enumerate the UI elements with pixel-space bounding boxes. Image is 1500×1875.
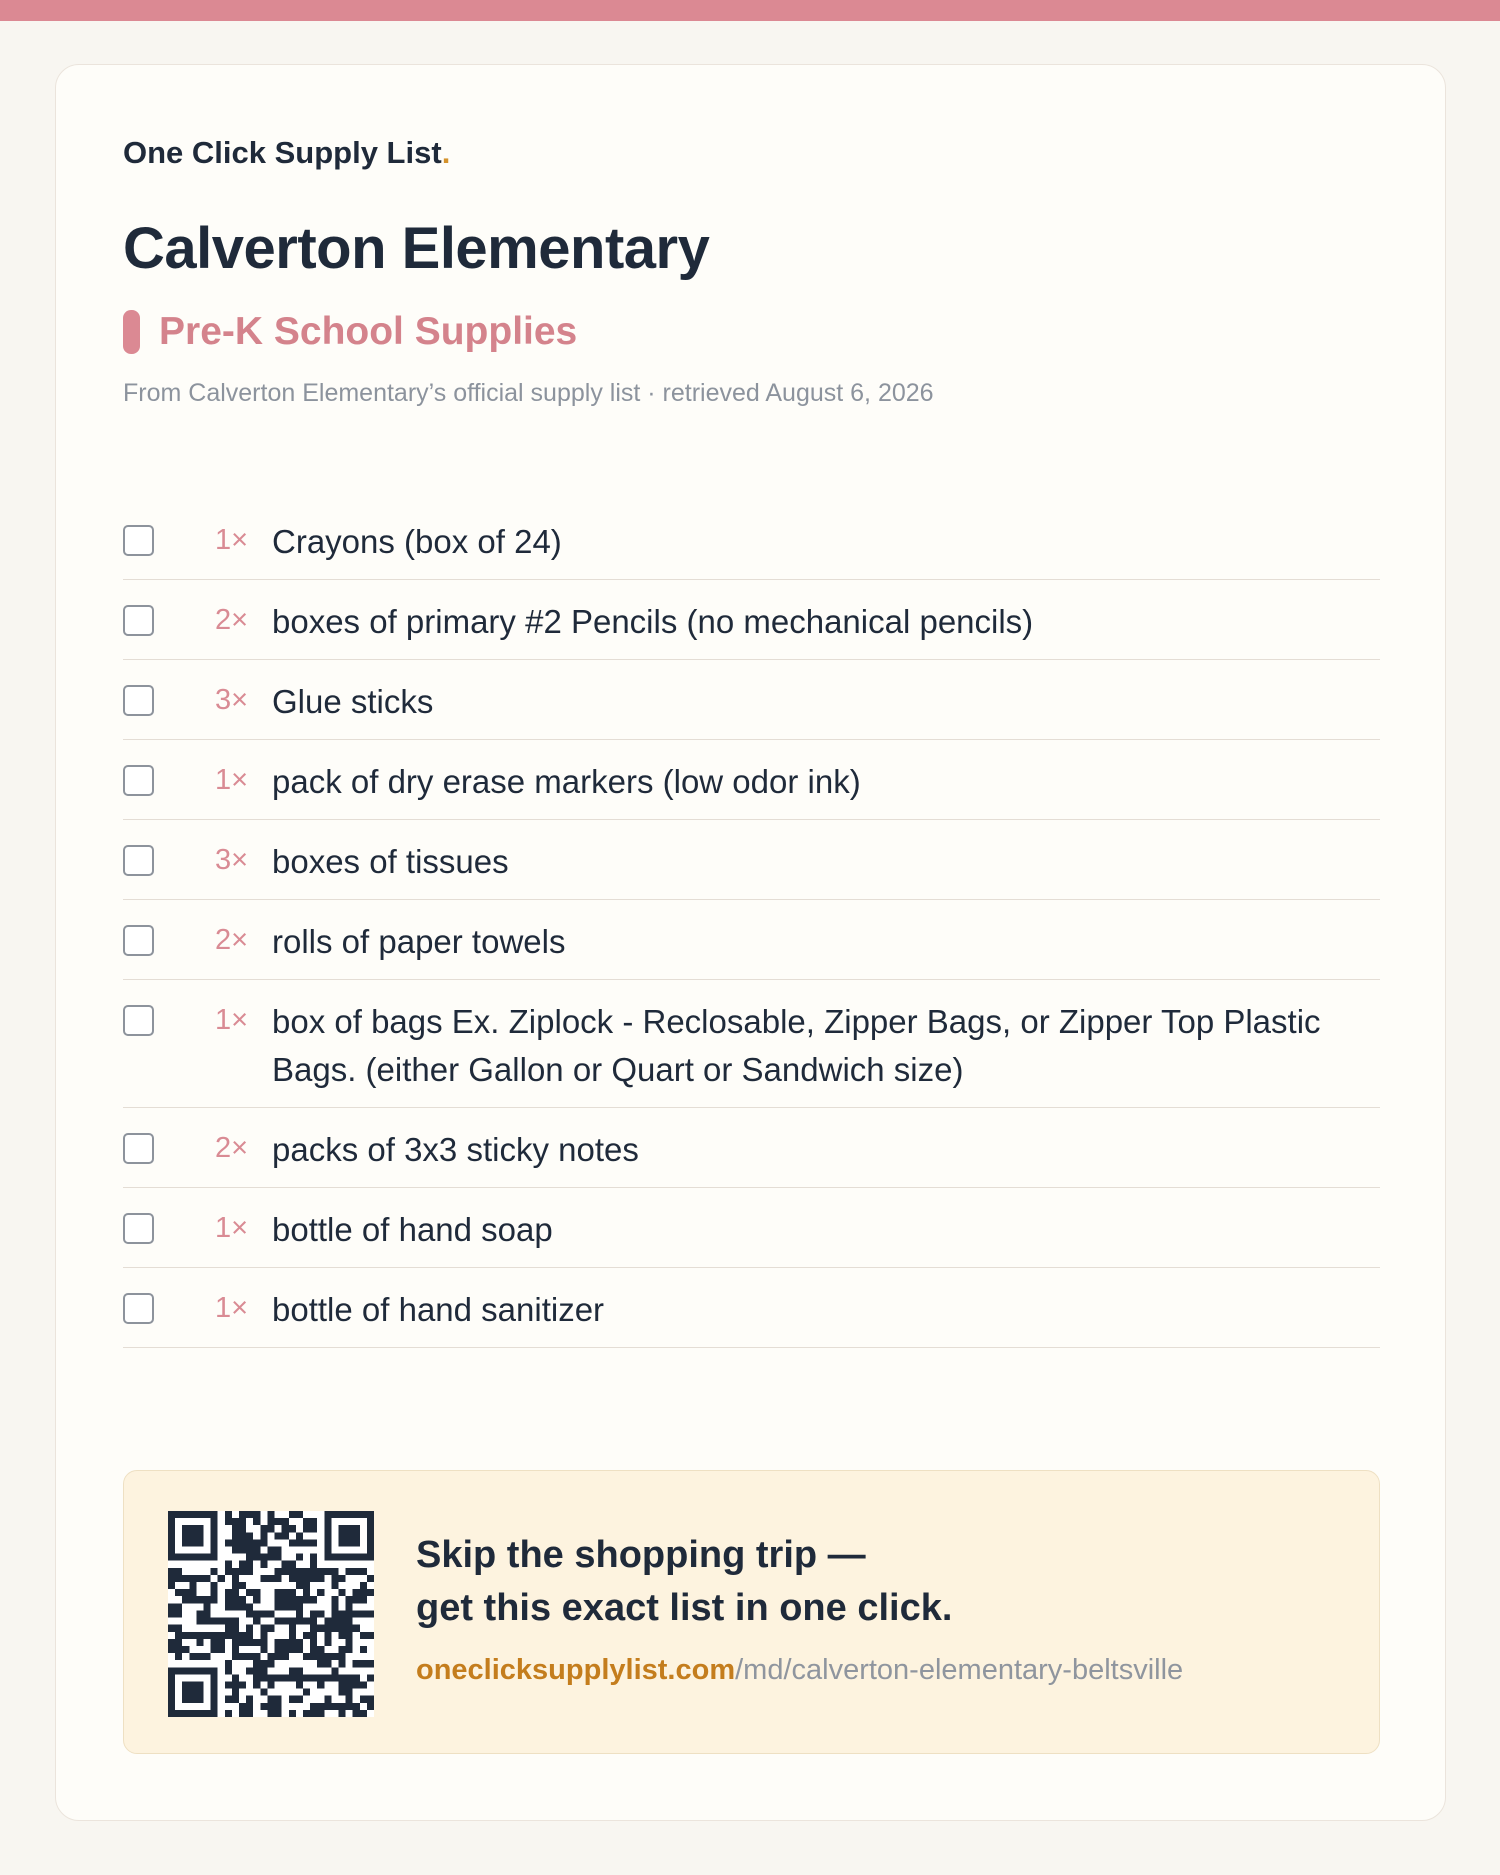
item-checkbox[interactable] — [123, 1293, 154, 1324]
supply-list — [123, 500, 1380, 1348]
qr-code-icon[interactable] — [168, 1511, 374, 1717]
source-note: From Calverton Elementary’s official supply list · retrieved August 6, 2026 — [123, 379, 934, 407]
supply-item — [123, 1188, 1380, 1268]
item-text: rolls of paper towels — [272, 923, 566, 960]
item-quantity: 2× — [215, 1132, 249, 1164]
item-checkbox[interactable] — [123, 925, 154, 956]
cta-link-path[interactable]: /md/calverton-elementary-beltsville — [735, 1654, 1184, 1686]
supply-item — [123, 740, 1380, 820]
supply-item — [123, 580, 1380, 660]
supply-item — [123, 500, 1380, 580]
supply-item — [123, 900, 1380, 980]
grade-marker — [123, 310, 140, 354]
brand-logo — [123, 135, 450, 171]
item-quantity: 1× — [215, 764, 249, 796]
item-text: bottle of hand soap — [272, 1211, 553, 1248]
item-text: Crayons (box of 24) — [272, 523, 562, 560]
item-text: Glue sticks — [272, 683, 434, 720]
supply-list-card — [55, 64, 1446, 1821]
item-text: box of bags Ex. Ziplock - Reclosable, Zipper Bags, or Zipper Top Plastic Bags. (either Gallon or Quart or Sandwich size) — [272, 1003, 1321, 1088]
supply-item — [123, 820, 1380, 900]
item-checkbox[interactable] — [123, 1213, 154, 1244]
supply-item — [123, 980, 1380, 1108]
brand-dot: . — [441, 135, 451, 170]
item-quantity: 3× — [215, 844, 249, 876]
school-name: Calverton Elementary — [123, 216, 710, 281]
item-text: boxes of primary #2 Pencils (no mechanical pencils) — [272, 603, 1034, 640]
item-text: packs of 3x3 sticky notes — [272, 1131, 639, 1168]
brand-name: One Click Supply List — [123, 135, 442, 170]
item-text: boxes of tissues — [272, 843, 509, 880]
item-quantity: 3× — [215, 684, 249, 716]
cta-headline: Skip the shopping trip — — [416, 1534, 866, 1576]
item-quantity: 2× — [215, 604, 249, 636]
item-quantity: 1× — [215, 524, 249, 556]
item-checkbox[interactable] — [123, 845, 154, 876]
item-quantity: 1× — [215, 1292, 249, 1324]
cta-subheadline: get this exact list in one click. — [416, 1587, 953, 1629]
item-checkbox[interactable] — [123, 765, 154, 796]
item-checkbox[interactable] — [123, 1133, 154, 1164]
item-quantity: 2× — [215, 924, 249, 956]
cta-link-domain[interactable]: oneclicksupplylist.com — [416, 1654, 736, 1686]
item-text: pack of dry erase markers (low odor ink) — [272, 763, 861, 800]
cta-link[interactable] — [416, 1654, 1183, 1687]
item-checkbox[interactable] — [123, 605, 154, 636]
supply-item — [123, 1108, 1380, 1188]
top-accent-bar — [0, 0, 1500, 21]
item-checkbox[interactable] — [123, 685, 154, 716]
grade-title: Pre-K School Supplies — [159, 310, 578, 353]
item-quantity: 1× — [215, 1212, 249, 1244]
supply-item — [123, 1268, 1380, 1348]
item-text: bottle of hand sanitizer — [272, 1291, 605, 1328]
supply-item — [123, 660, 1380, 740]
item-quantity: 1× — [215, 1004, 249, 1036]
grade-heading — [123, 309, 577, 355]
item-checkbox[interactable] — [123, 525, 154, 556]
item-checkbox[interactable] — [123, 1005, 154, 1036]
one-click-cta — [123, 1470, 1380, 1754]
